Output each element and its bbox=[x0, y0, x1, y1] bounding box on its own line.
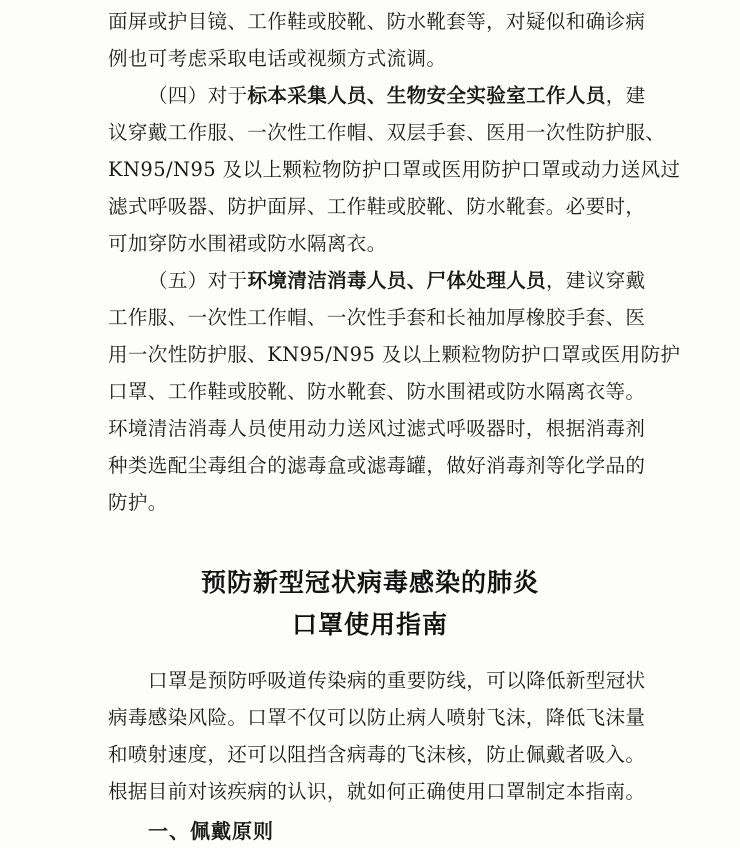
item-four-first-line bbox=[108, 77, 646, 114]
text-line: 口罩是预防呼吸道传染病的重要防线，可以降低新型冠状 bbox=[148, 669, 646, 692]
text-line: 滤式呼吸器、防护面屏、工作鞋或胶靴、防水靴套。必要时， bbox=[108, 195, 646, 218]
item-four-prefix: （四）对于 bbox=[148, 84, 248, 107]
guide-title-line-1: 预防新型冠状病毒感染的肺炎 bbox=[200, 568, 539, 597]
text-line: 病毒感染风险。口罩不仅可以防止病人喷射飞沫，降低飞沫量 bbox=[108, 706, 646, 729]
item-four-suffix: ，建 bbox=[605, 84, 646, 107]
text-line: 和喷射速度，还可以阻挡含病毒的飞沫核，防止佩戴者吸入。 bbox=[108, 743, 646, 766]
text-line: 根据目前对该疾病的认识，就如何正确使用口罩制定本指南。 bbox=[108, 780, 646, 803]
item-four-bold-text: 标本采集人员、生物安全实验室工作人员 bbox=[247, 84, 606, 107]
text-line: KN95/N95 及以上颗粒物防护口罩或医用防护口罩或动力送风过 bbox=[108, 158, 681, 181]
item-five-suffix: ，建议穿戴 bbox=[546, 269, 646, 292]
text-line: 环境清洁消毒人员使用动力送风过滤式呼吸器时，根据消毒剂 bbox=[108, 417, 646, 440]
text-line: 种类选配尘毒组合的滤毒盒或滤毒罐，做好消毒剂等化学品的 bbox=[108, 454, 646, 477]
guide-title-line-2: 口罩使用指南 bbox=[291, 610, 448, 639]
item-five-paragraph bbox=[108, 262, 681, 521]
text-line: 议穿戴工作服、一次性工作帽、双层手套、医用一次性防护服、 bbox=[108, 121, 666, 144]
item-four-paragraph bbox=[108, 77, 681, 262]
item-five-first-line bbox=[108, 262, 646, 299]
item-five-prefix: （五）对于 bbox=[148, 269, 248, 292]
text-line: 防护。 bbox=[108, 491, 168, 514]
text-line: 用一次性防护服、KN95/N95 及以上颗粒物防护口罩或医用防护 bbox=[108, 343, 681, 366]
text-line: 口罩、工作鞋或胶靴、防水靴套、防水围裙或防水隔离衣等。 bbox=[108, 380, 646, 403]
section-one-heading: 一、佩戴原则 bbox=[148, 819, 274, 843]
item-five-bold-text: 环境清洁消毒人员、尸体处理人员 bbox=[247, 269, 547, 292]
text-line: 例也可考虑采取电话或视频方式流调。 bbox=[108, 47, 447, 70]
text-line: 面屏或护目镜、工作鞋或胶靴、防水靴套等，对疑似和确诊病 bbox=[108, 10, 646, 33]
text-line: 可加穿防水围裙或防水隔离衣。 bbox=[108, 232, 387, 255]
text-line: 工作服、一次性工作帽、一次性手套和长袖加厚橡胶手套、医 bbox=[108, 306, 646, 329]
top-paragraph bbox=[108, 3, 646, 77]
intro-paragraph bbox=[108, 662, 646, 810]
